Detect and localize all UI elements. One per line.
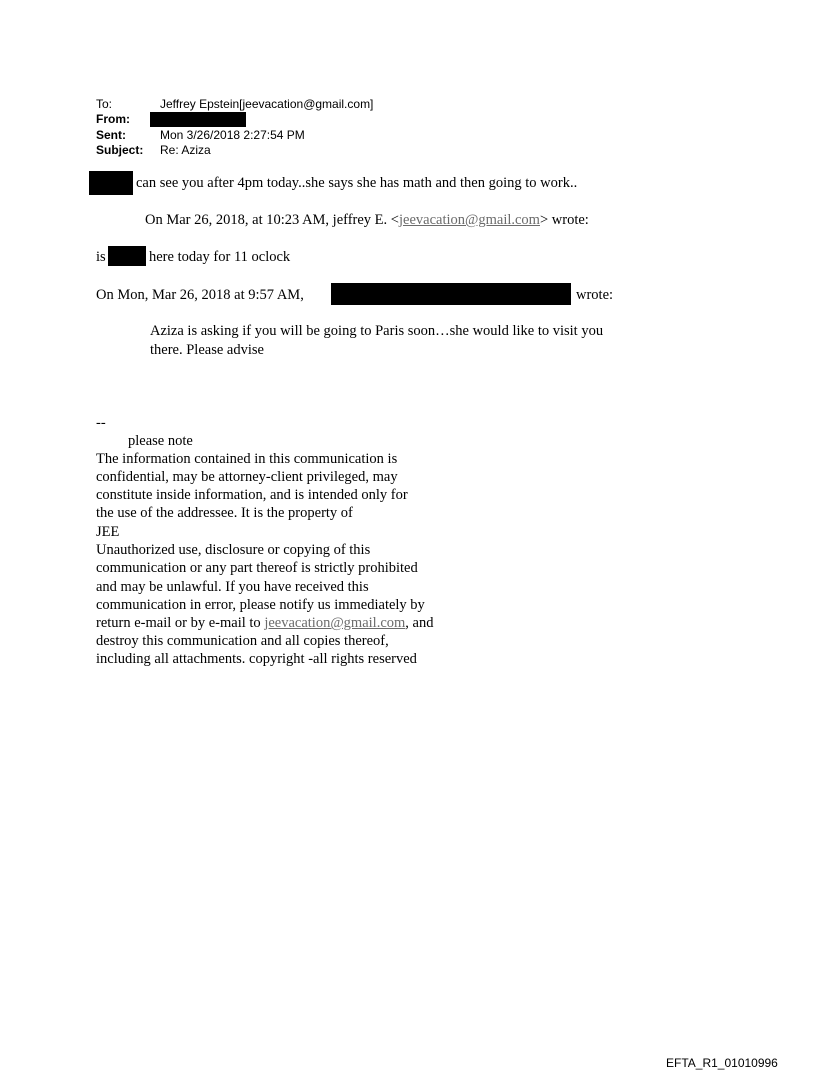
email-link-2[interactable]: jeevacation@gmail.com: [264, 615, 406, 631]
quote-1-prefix: On Mar 26, 2018, at 10:23 AM, jeffrey E. <: [145, 212, 399, 228]
disclaimer-line: communication or any part thereof is strictly prohibited: [96, 560, 418, 576]
redaction-from: [150, 112, 246, 127]
body-line-1: can see you after 4pm today..she says she has math and then going to work..: [136, 175, 578, 191]
subject-value: Re: Aziza: [160, 143, 211, 157]
redaction-sender: [331, 283, 571, 305]
signature-dashes: --: [96, 415, 106, 431]
sent-label: Sent:: [96, 128, 126, 142]
disclaimer-line: Unauthorized use, disclosure or copying of this: [96, 542, 371, 558]
email-link-1[interactable]: jeevacation@gmail.com: [398, 212, 540, 228]
to-value: Jeffrey Epstein[jeevacation@gmail.com]: [160, 97, 374, 111]
aziza-line-1: Aziza is asking if you will be going to Paris soon…she would like to visit you: [150, 323, 604, 339]
signature-note: please note: [128, 433, 193, 449]
body-line-2-prefix: is: [96, 249, 106, 265]
quote-1: [145, 211, 589, 229]
aziza-line-2: there. Please advise: [150, 342, 264, 358]
disclaimer-line: the use of the addressee. It is the property of: [96, 505, 353, 521]
document-id: EFTA_R1_01010996: [666, 1056, 778, 1070]
redaction-name-1: [89, 171, 133, 195]
redaction-name-2: [108, 246, 146, 266]
disclaimer-line: communication in error, please notify us immediately by: [96, 597, 425, 613]
quote-2-suffix: wrote:: [576, 287, 614, 303]
return-suffix: , and: [405, 615, 434, 631]
sent-value: Mon 3/26/2018 2:27:54 PM: [160, 128, 305, 142]
body-line-2: here today for 11 oclock: [149, 249, 291, 265]
return-prefix: return e-mail or by e-mail to: [96, 615, 265, 631]
disclaimer-line: confidential, may be attorney-client privileged, may: [96, 469, 398, 485]
disclaimer-line: destroy this communication and all copies thereof,: [96, 633, 389, 649]
disclaimer-line: and may be unlawful. If you have received this: [96, 579, 369, 595]
subject-label: Subject:: [96, 143, 144, 157]
from-label: From:: [96, 112, 130, 126]
disclaimer-line: including all attachments. copyright -all rights reserved: [96, 651, 417, 667]
quote-2-prefix: On Mon, Mar 26, 2018 at 9:57 AM,: [96, 287, 304, 303]
disclaimer-return-line: [96, 614, 433, 632]
disclaimer-line: The information contained in this communication is: [96, 451, 398, 467]
disclaimer-line: JEE: [96, 524, 120, 540]
to-label: To:: [96, 97, 113, 111]
quote-1-suffix: > wrote:: [539, 212, 589, 228]
disclaimer-line: constitute inside information, and is intended only for: [96, 487, 408, 503]
